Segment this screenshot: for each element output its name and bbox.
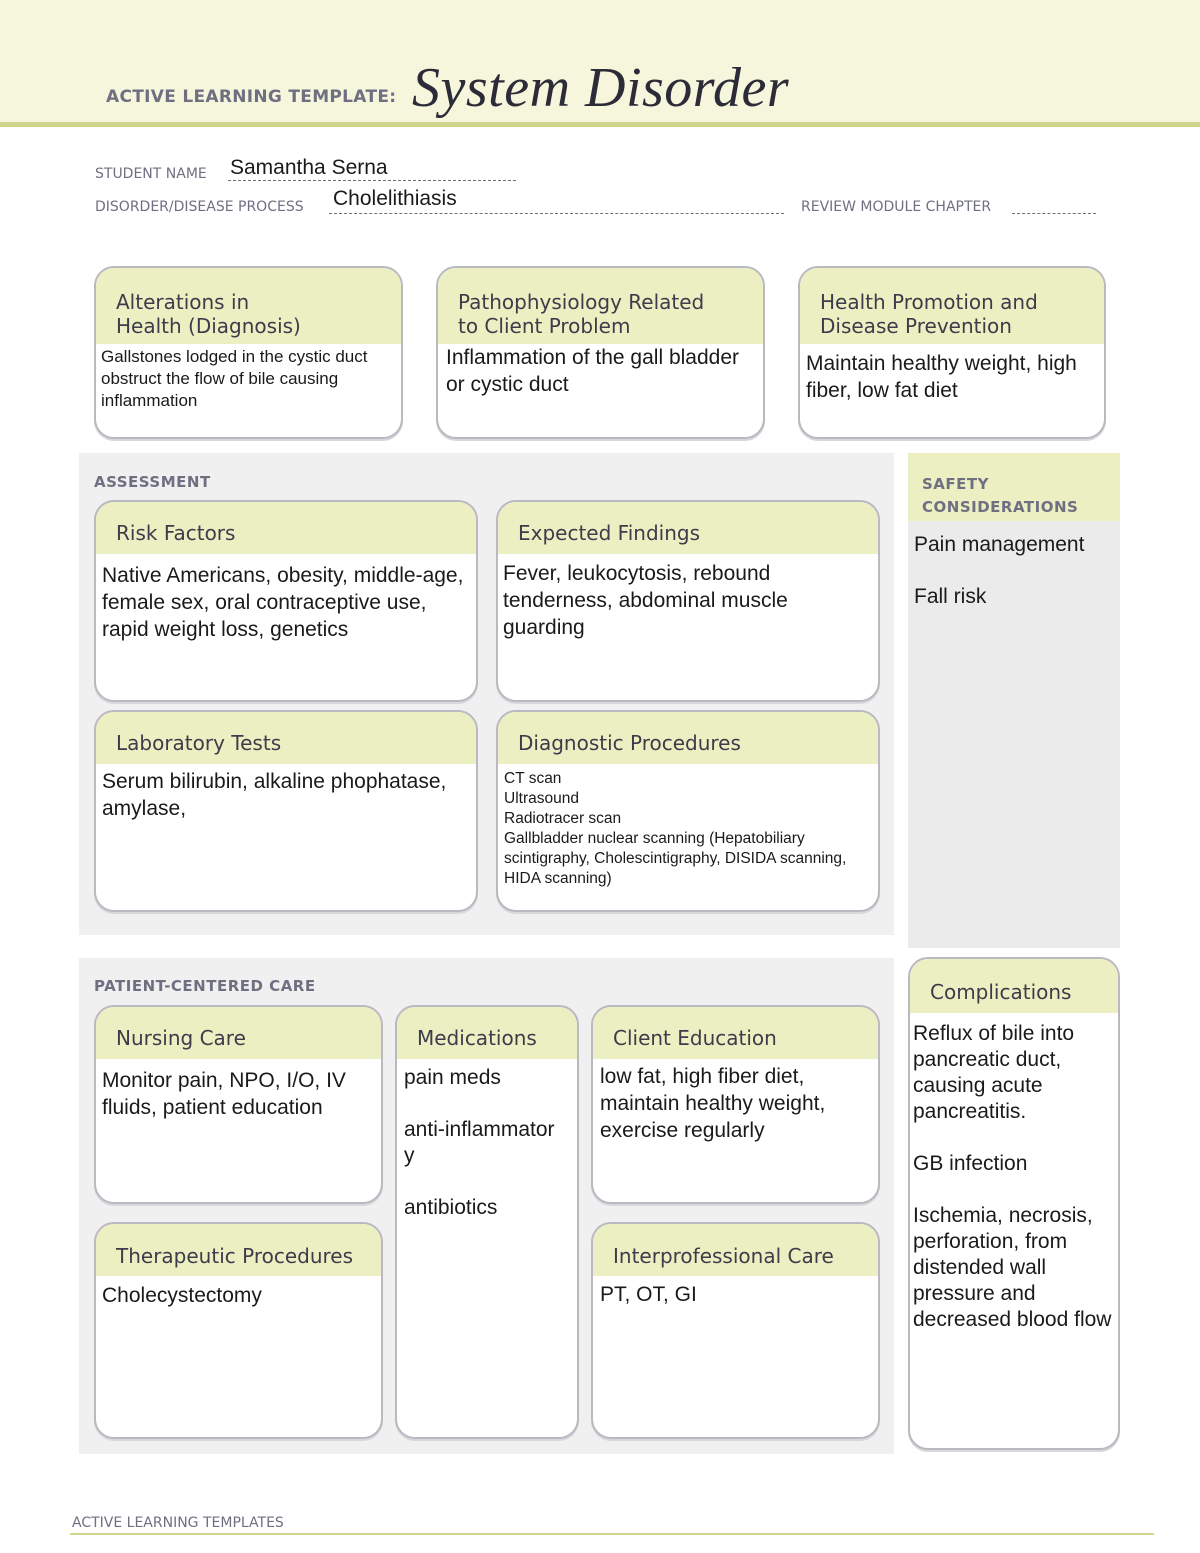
therapeutic-procedures-box [94, 1222, 383, 1439]
complications-text[interactable]: Reflux of bile into pancreatic duct, causing acute pancreatitis. GB infection Ischemia, necrosis, perforation, from distended wall pressure and decreased blood flow [913, 1022, 1112, 1331]
alterations-box [94, 266, 403, 439]
risk-factors-title: Risk Factors [96, 502, 476, 554]
therapeutic-procedures-text[interactable]: Cholecystectomy [102, 1284, 262, 1307]
expected-findings-box [496, 500, 880, 702]
medications-box [395, 1005, 579, 1439]
diagnostic-procedures-text[interactable]: CT scan Ultrasound Radiotracer scan Gallbladder nuclear scanning (Hepatobiliary scintigraphy, Cholescintigraphy, DISIDA scanning, HIDA scanning) [504, 770, 847, 887]
risk-factors-box [94, 500, 478, 702]
interprofessional-care-title: Interprofessional Care [593, 1224, 878, 1276]
medications-title: Medications [397, 1007, 577, 1059]
therapeutic-procedures-title: Therapeutic Procedures [96, 1224, 381, 1276]
risk-factors-text[interactable]: Native Americans, obesity, middle-age, female sex, oral contraceptive use, rapid weight loss, genetics [102, 564, 464, 641]
interprofessional-care-text[interactable]: PT, OT, GI [600, 1283, 697, 1306]
health-promotion-title: Health Promotion and Disease Prevention [800, 268, 1104, 344]
safety-header [908, 453, 1120, 521]
patient-care-label: PATIENT-CENTERED CARE [94, 977, 316, 995]
laboratory-tests-box [94, 710, 478, 912]
student-name-value[interactable]: Samantha Serna [230, 156, 388, 179]
disorder-label: DISORDER/DISEASE PROCESS [95, 199, 304, 215]
laboratory-tests-text[interactable]: Serum bilirubin, alkaline phophatase, amylase, [102, 770, 447, 820]
diagnostic-procedures-box [496, 710, 880, 912]
pathophysiology-title: Pathophysiology Related to Client Problem [438, 268, 763, 344]
review-module-field[interactable] [1012, 213, 1096, 214]
template-prefix: ACTIVE LEARNING TEMPLATE: [106, 87, 397, 107]
laboratory-tests-title: Laboratory Tests [96, 712, 476, 764]
client-education-box [591, 1005, 880, 1204]
interprofessional-care-box [591, 1222, 880, 1439]
diagnostic-procedures-title: Diagnostic Procedures [498, 712, 878, 764]
safety-label: SAFETY CONSIDERATIONS [922, 475, 1079, 516]
complications-box [908, 957, 1120, 1450]
assessment-label: ASSESSMENT [94, 473, 211, 491]
health-promotion-box [798, 266, 1106, 439]
complications-title: Complications [910, 959, 1118, 1013]
alterations-text[interactable]: Gallstones lodged in the cystic duct obstruct the flow of bile causing inflammation [101, 347, 368, 410]
medications-text[interactable]: pain meds anti-inflammator y antibiotics [404, 1066, 555, 1219]
template-title: System Disorder [412, 57, 790, 119]
pathophysiology-box [436, 266, 765, 439]
disorder-value[interactable]: Cholelithiasis [333, 187, 457, 210]
disorder-underline [329, 213, 784, 214]
pathophysiology-text[interactable]: Inflammation of the gall bladder or cystic duct [446, 346, 740, 396]
review-module-label: REVIEW MODULE CHAPTER [801, 199, 992, 215]
safety-panel [908, 453, 1120, 948]
expected-findings-title: Expected Findings [498, 502, 878, 554]
nursing-care-title: Nursing Care [96, 1007, 381, 1059]
nursing-care-box [94, 1005, 383, 1204]
safety-text[interactable]: Pain management Fall risk [914, 533, 1085, 608]
nursing-care-text[interactable]: Monitor pain, NPO, I/O, IV fluids, patient education [102, 1069, 346, 1119]
client-education-text[interactable]: low fat, high fiber diet, maintain healthy weight, exercise regularly [600, 1065, 826, 1142]
expected-findings-text[interactable]: Fever, leukocytosis, rebound tenderness, abdominal muscle guarding [503, 562, 788, 639]
student-name-label: STUDENT NAME [95, 166, 207, 182]
alterations-title: Alterations in Health (Diagnosis) [96, 268, 401, 344]
client-education-title: Client Education [593, 1007, 878, 1059]
health-promotion-text[interactable]: Maintain healthy weight, high fiber, low fat diet [806, 352, 1077, 402]
student-name-underline [228, 180, 516, 181]
template-header [0, 0, 1200, 127]
footer-text: ACTIVE LEARNING TEMPLATES [72, 1515, 284, 1531]
footer-rule [70, 1533, 1154, 1535]
